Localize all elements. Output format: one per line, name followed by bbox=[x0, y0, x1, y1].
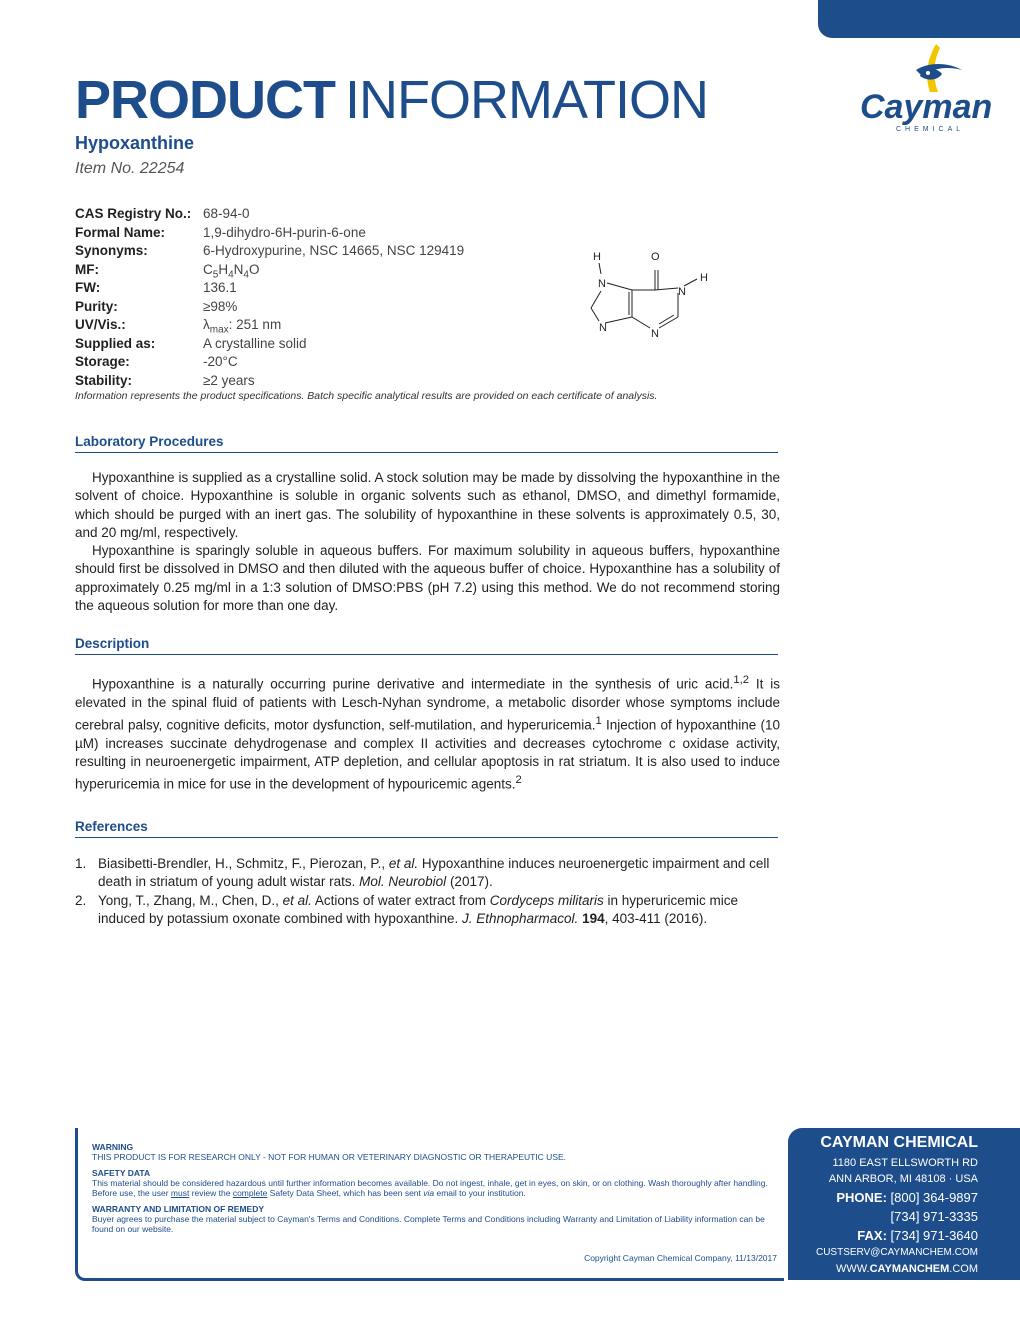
reference-list bbox=[75, 855, 780, 928]
spec-table bbox=[75, 205, 595, 390]
spec-row bbox=[75, 279, 595, 298]
spec-value: ≥2 years bbox=[203, 372, 255, 388]
spec-value-mf: $C_5H_4N_4O$ bbox=[203, 261, 260, 281]
reference-item: 2. Yong, T., Zhang, M., Chen, D., et al. Actions of water extract from Cordyceps militaris in hyperuricemic mice induced by potassium oxonate combined with hypoxanthine. J. Ethnopharmacol. 194, 403-411 (2016). bbox=[75, 892, 739, 926]
copyright: Copyright Cayman Chemical Company, 11/13/2017 bbox=[584, 1253, 777, 1263]
paragraph: Hypoxanthine is supplied as a crystalline solid. A stock solution may be made by dissolving the hypoxanthine in the solvent of choice. Hypoxanthine is soluble in organic solvents such as ethanol, DMSO, and dimethyl formamide, which should be purged with an inert gas. The solubility of hypoxanthine in these solvents is approximately 0.5, 30, and 20 mg/ml, respectively. bbox=[75, 470, 780, 540]
atom-n: N bbox=[599, 322, 607, 334]
address-line: 1180 EAST ELLSWORTH RD bbox=[832, 1157, 978, 1169]
spec-row bbox=[75, 298, 595, 317]
spec-row bbox=[75, 224, 595, 243]
lab-procedures-heading: Laboratory Procedures bbox=[75, 434, 778, 453]
spec-label: Purity: bbox=[75, 298, 118, 314]
citation: 2 bbox=[515, 774, 522, 787]
spec-value-uv: $\lambda_{max}$: 251 nm bbox=[203, 317, 282, 336]
spec-note: Information represents the product specifications. Batch specific analytical results are provided on each certificate of analysis. bbox=[75, 390, 658, 402]
spec-label: CAS Registry No.: bbox=[75, 206, 192, 221]
lab-procedures-text bbox=[75, 469, 780, 615]
paragraph: Hypoxanthine is sparingly soluble in aqueous buffers. For maximum solubility in aqueous buffers, hypoxanthine should first be dissolved in DMSO and then diluted with the aqueous buffer of choice. Hypoxanthine has a solubility of approximately 0.25 mg/ml in a 1:3 solution of DMSO:PBS (pH 7.2) using this method. We do not recommend storing the aqueous solution for more than one day. bbox=[75, 543, 780, 614]
warning-text: THIS PRODUCT IS FOR RESEARCH ONLY - NOT FOR HUMAN OR VETERINARY DIAGNOSTIC OR THERAPEUTIC USE. bbox=[92, 1152, 567, 1162]
warning-heading: WARNING bbox=[92, 1142, 134, 1152]
safety-text: This material should be considered hazardous until further information becomes available. Do not ingest, inhale, get in eyes, on skin, or on clothing. Wash thoroughly after handling. Before use, the user must review the complete Safety Data Sheet, which has been sent via email to your institution. bbox=[92, 1178, 768, 1198]
description-heading: Description bbox=[75, 636, 778, 655]
product-name: Hypoxanthine bbox=[75, 133, 195, 153]
references-heading: References bbox=[75, 819, 778, 838]
spec-row bbox=[75, 372, 595, 391]
spec-label: Supplied as: bbox=[75, 335, 156, 351]
spec-label: Synonyms: bbox=[75, 243, 148, 258]
page-title bbox=[75, 70, 708, 130]
title-light: INFORMATION bbox=[345, 70, 708, 130]
spec-value: -20°C bbox=[203, 354, 238, 369]
spec-value: 6-Hydroxypurine, NSC 14665, NSC 129419 bbox=[203, 243, 465, 258]
spec-value: 1,9-dihydro-6H-purin-6-one bbox=[203, 224, 366, 240]
website-link[interactable]: WWW.CAYMANCHEM.COM bbox=[836, 1263, 978, 1275]
paragraph: Hypoxanthine is a naturally occurring purine derivative and intermediate in the synthesis of uric acid.$^{1,2}$ It is elevated in the spinal fluid of patients with Lesch-Nyhan syndrome, a metabolic disorder whose symptoms include cerebral palsy, cognitive deficits, motor dysfunction, self-mutilation, and hyperuricemia.$^1$ Injection of hypoxanthine (10 µM) increases succinate dehydrogenase and complex II activities and decreases cytochrome c oxidase activity, resulting in neuroenergetic impairment, ATP depletion, and cellular apoptosis in rat striatum. It is also used to induce hyperuricemia in mice for use in the development of hypouricemic agents.$^2$ bbox=[75, 674, 780, 792]
atom-o: O bbox=[651, 251, 660, 263]
spec-row bbox=[75, 353, 595, 372]
header-tab bbox=[818, 0, 1020, 38]
email-link[interactable]: CUSTSERV@CAYMANCHEM.COM bbox=[815, 1247, 978, 1258]
spec-value: ≥98% bbox=[203, 298, 238, 314]
warning-box bbox=[75, 1128, 784, 1281]
address-line: ANN ARBOR, MI 48108 · USA bbox=[828, 1173, 978, 1185]
contact-box bbox=[788, 1128, 1020, 1280]
spec-label: Stability: bbox=[75, 372, 133, 388]
reference-item: 1. Biasibetti-Brendler, H., Schmitz, F., Pierozan, P., et al. Hypoxanthine induces neuroenergetic impairment and cell death in striatum of young adult wistar rats. Mol. Neurobiol (2017). bbox=[75, 856, 770, 890]
spec-row bbox=[75, 261, 595, 280]
spec-row bbox=[75, 316, 595, 335]
atom-n: N bbox=[598, 278, 606, 290]
spec-label: MF: bbox=[75, 261, 99, 277]
safety-heading: SAFETY DATA bbox=[92, 1168, 151, 1178]
atom-h: H bbox=[593, 251, 601, 263]
company-name: CAYMAN CHEMICAL bbox=[820, 1134, 978, 1151]
spec-row bbox=[75, 205, 595, 224]
cayman-logo bbox=[858, 40, 993, 135]
spec-value: A crystalline solid bbox=[203, 335, 307, 351]
spec-label: FW: bbox=[75, 280, 101, 295]
warranty-heading: WARRANTY AND LIMITATION OF REMEDY bbox=[92, 1204, 265, 1214]
hypoxanthine-structure bbox=[585, 245, 720, 345]
spec-value: 136.1 bbox=[203, 280, 237, 295]
logo-subtext: CHEMICAL bbox=[896, 126, 965, 133]
phone-line: PHONE: [800] 364-9897 bbox=[836, 1190, 978, 1205]
spec-value: 68-94-0 bbox=[203, 206, 250, 221]
citation: 1,2 bbox=[733, 674, 750, 686]
spec-row bbox=[75, 242, 595, 261]
warranty-text: Buyer agrees to purchase the material subject to Cayman's Terms and Conditions. Complete Terms and Conditions including Warranty and Limitation of Liability information can be found on our website. bbox=[92, 1214, 765, 1234]
atom-n: N bbox=[678, 286, 686, 298]
logo-text: Cayman bbox=[860, 88, 993, 126]
atom-h: H bbox=[700, 272, 708, 284]
citation: 1 bbox=[595, 715, 602, 728]
spec-label: Formal Name: bbox=[75, 224, 166, 240]
spec-label: Storage: bbox=[75, 354, 130, 369]
title-bold: PRODUCT bbox=[75, 70, 335, 130]
atom-n: N bbox=[651, 328, 659, 340]
spec-label: UV/Vis.: bbox=[75, 317, 126, 332]
phone-line: [734] 971-3335 bbox=[890, 1209, 978, 1224]
item-number: Item No. 22254 bbox=[75, 160, 185, 177]
fax-line: FAX: [734] 971-3640 bbox=[857, 1228, 978, 1243]
spec-row bbox=[75, 335, 595, 354]
description-text bbox=[75, 671, 780, 794]
